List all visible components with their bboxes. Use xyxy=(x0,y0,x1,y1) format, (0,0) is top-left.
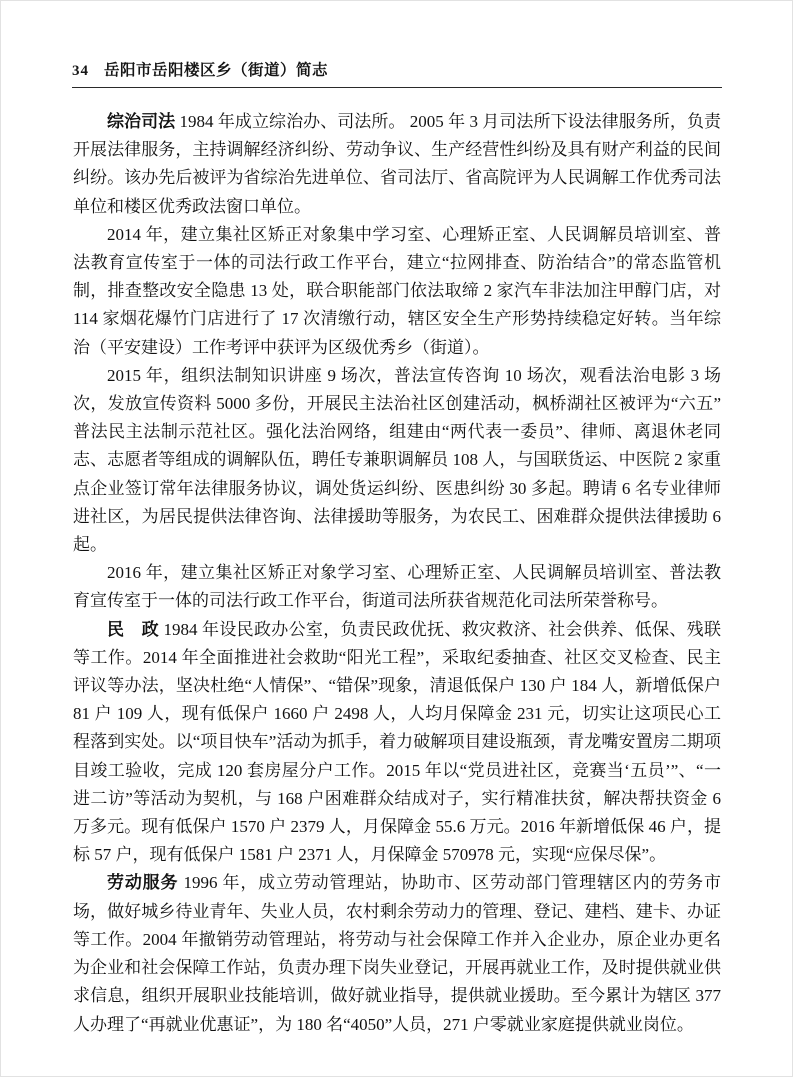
section-term-minzheng: 民 政 xyxy=(107,619,159,639)
paragraph-text: 1984 年设民政办公室，负责民政优抚、救灾救济、社会供养、低保、残联等工作。2014 年全面推进社会救助“阳光工程”，采取纪委抽查、社区交叉检查、民主评议等办法，坚决杜绝“人情保”、“错保”现象，清退低保户 130 户 184 人，新增低保户 81 户 109 人，现有低保户 1660 户 2498 人，人均月保障金 231 元，切实让这项民心工程落到实处。以“项目快车”活动为抓手，着力破解项目建设瓶颈，青龙嘴安置房二期项目竣工验收，完成 120 套房屋分户工作。2015 年以“党员进社区，竞赛当‘五员’”、“一进二访”等活动为契机，与 168 户困难群众结成对子，实行精准扶贫，解决帮扶资金 6 万多元。现有低保户 1570 户 2379 人，月保障金 55.6 万元。2016 年新增低保 46 户，提标 57 户，现有低保户 1581 户 2371 人，月保障金 570978 元，实现“应保尽保”。 xyxy=(73,619,722,865)
paragraph-2016 xyxy=(73,559,721,615)
paragraph-2015 xyxy=(73,362,721,559)
paragraph-justice xyxy=(73,108,721,221)
paragraph-text: 2016 年，建立集社区矫正对象学习室、心理矫正室、人民调解员培训室、普法教育宣传室于一体的司法行政工作平台，街道司法所获省规范化司法所荣誉称号。 xyxy=(73,563,721,611)
paragraph-labor-service xyxy=(73,869,721,1038)
paragraph-2014 xyxy=(73,221,721,362)
section-term-laodong-fuwu: 劳动服务 xyxy=(107,873,179,893)
paragraph-text: 2014 年，建立集社区矫正对象集中学习室、心理矫正室、人民调解员培训室、普法教育宣传室于一体的司法行政工作平台，建立“拉网排查、防治结合”的常态监管机制，排查整改安全隐患 13 处，联合职能部门依法取缔 2 家汽车非法加注甲醇门店，对 114 家烟花爆竹门店进行了 17 次清缴行动，辖区安全生产形势持续稳定好转。当年综治（平安建设）工作考评中获评为区级优秀乡（街道）。 xyxy=(73,224,721,357)
page-number: 34 xyxy=(72,63,89,79)
book-title: 岳阳市岳阳楼区乡（街道）简志 xyxy=(104,62,329,79)
paragraph-text: 1996 年，成立劳动管理站，协助市、区劳动部门管理辖区内的劳务市场，做好城乡待业青年、失业人员，农村剩余劳动力的管理、登记、建档、建卡、办证等工作。2004 年撤销劳动管理站，将劳动与社会保障工作并入企业办，原企业办更名为企业和社会保障工作站，负责办理下岗失业登记，开展再就业工作，及时提供就业供求信息，组织开展职业技能培训，做好就业指导，提供就业援助。至今累计为辖区 377 人办理了“再就业优惠证”，为 180 名“4050”人员，271 户零就业家庭提供就业岗位。 xyxy=(73,873,722,1034)
page-body xyxy=(73,108,721,1039)
paragraph-text: 2015 年，组织法制知识讲座 9 场次，普法宣传咨询 10 场次，观看法治电影 3 场次，发放宣传资料 5000 多份，开展民主法治社区创建活动，枫桥湖社区被评为“六五”普法民主法制示范社区。强化法治网络，组建由“两代表一委员”、律师、离退休老同志、志愿者等组成的调解队伍，聘任专兼职调解员 108 人，与国联货运、中医院 2 家重点企业签订常年法律服务协议，调处货运纠纷、医患纠纷 30 多起。聘请 6 名专业律师进社区，为居民提供法律咨询、法律援助等服务，为农民工、困难群众提供法律援助 6 起。 xyxy=(73,365,721,555)
paragraph-text: 1984 年成立综治办、司法所。 2005 年 3 月司法所下设法律服务所，负责开展法律服务，主持调解经济纠纷、劳动争议、生产经营性纠纷及具有财产利益的民间纠纷。该办先后被评为省综治先进单位、省司法厅、省高院评为人民调解工作优秀司法单位和楼区优秀政法窗口单位。 xyxy=(73,112,722,216)
page-header xyxy=(72,58,722,88)
paragraph-civil-affairs xyxy=(73,616,721,870)
section-term-zongzhi-sifa: 综治司法 xyxy=(107,112,176,131)
